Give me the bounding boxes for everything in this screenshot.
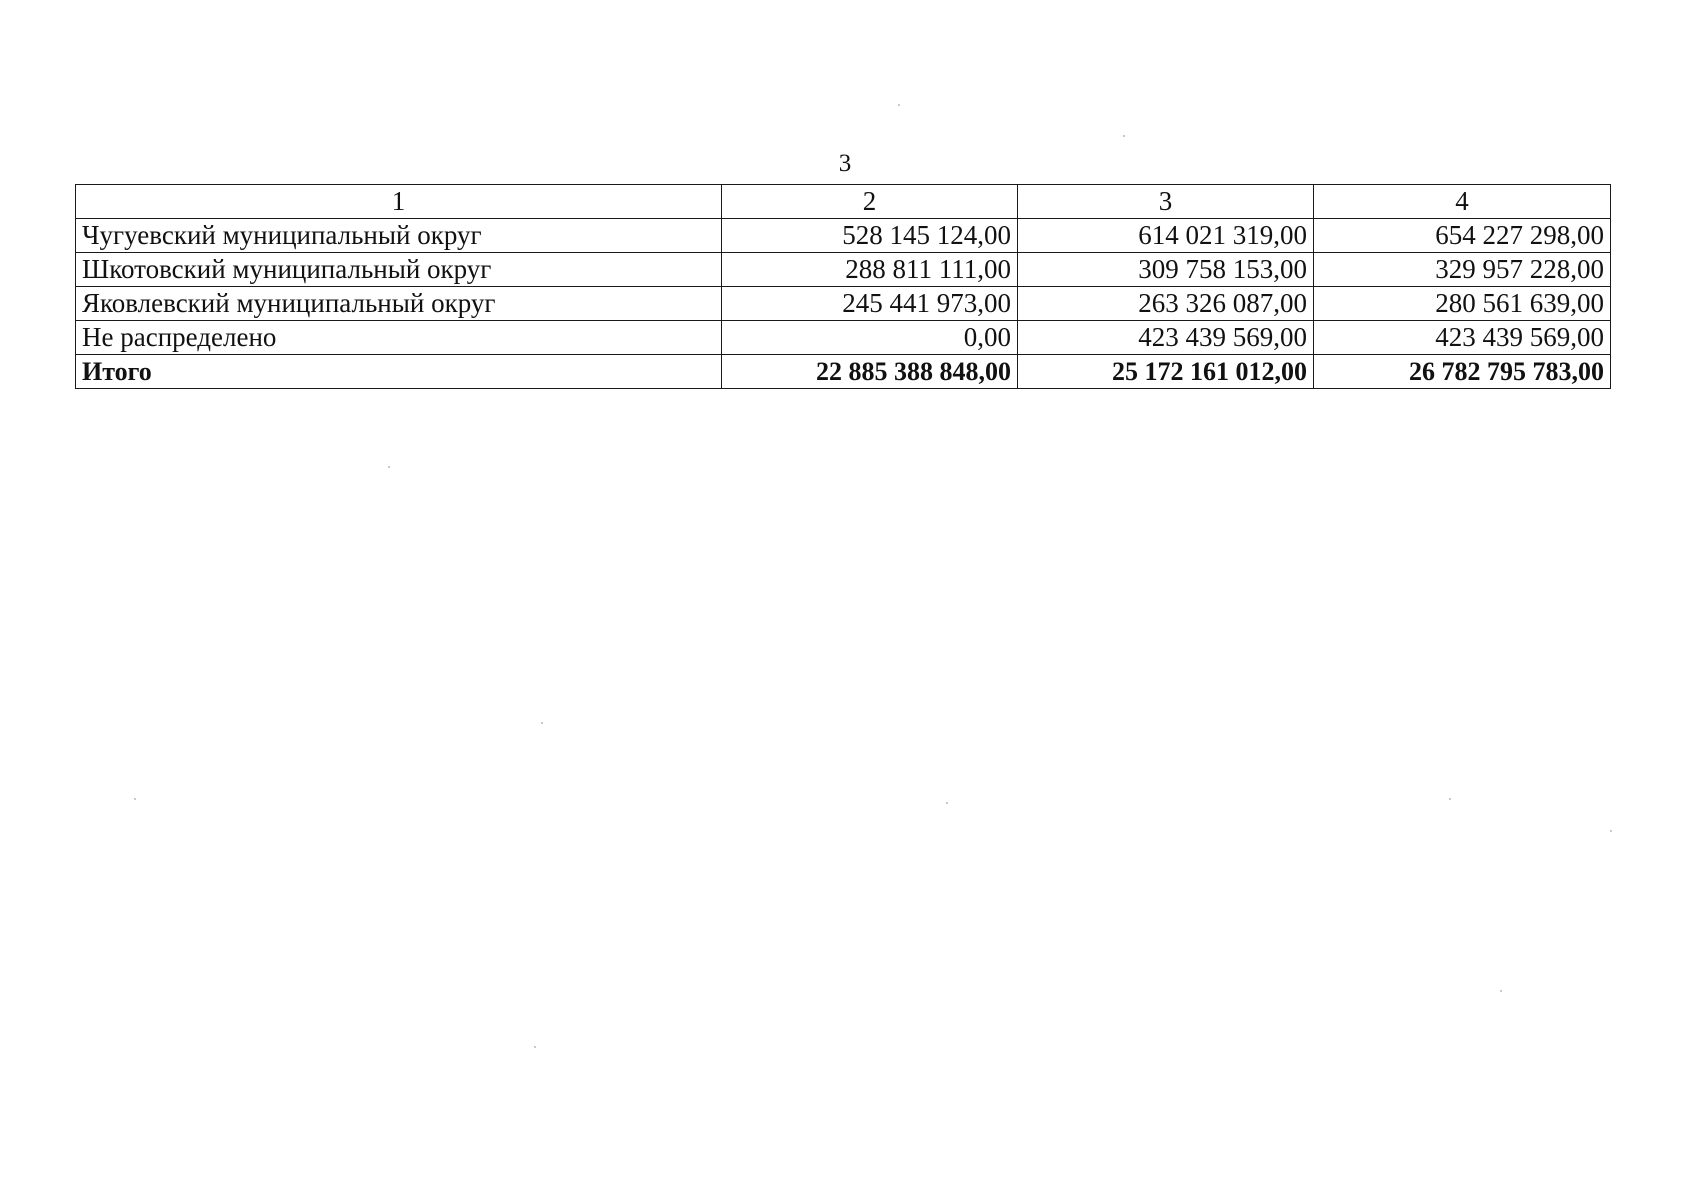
budget-table: [75, 184, 1611, 389]
column-header-4: 4: [1314, 185, 1611, 219]
value-cell-col2: 288 811 111,00: [722, 253, 1018, 287]
total-row: [76, 355, 1611, 389]
row-name-cell: Шкотовский муниципальный округ: [76, 253, 722, 287]
scan-speck: [541, 722, 543, 724]
table-row: [76, 253, 1611, 287]
value-cell-col4: 423 439 569,00: [1314, 321, 1611, 355]
scan-speck: [946, 802, 948, 804]
value-cell-col3: 423 439 569,00: [1018, 321, 1314, 355]
scan-speck: [134, 798, 136, 800]
scan-speck: [1610, 830, 1612, 832]
column-header-2: 2: [722, 185, 1018, 219]
value-cell-col2: 528 145 124,00: [722, 219, 1018, 253]
page-number: 3: [838, 150, 852, 177]
value-cell-col2: 0,00: [722, 321, 1018, 355]
scan-speck: [1123, 135, 1125, 137]
value-cell-col4: 329 957 228,00: [1314, 253, 1611, 287]
column-header-1: 1: [76, 185, 722, 219]
scan-speck: [388, 466, 390, 468]
value-cell-col2: 245 441 973,00: [722, 287, 1018, 321]
total-label-cell: Итого: [76, 355, 722, 389]
value-cell-col3: 309 758 153,00: [1018, 253, 1314, 287]
value-cell-col3: 263 326 087,00: [1018, 287, 1314, 321]
scan-speck: [1500, 990, 1502, 992]
row-name-cell: Не распределено: [76, 321, 722, 355]
table-row: [76, 287, 1611, 321]
total-value-col3: 25 172 161 012,00: [1018, 355, 1314, 389]
row-name-cell: Яковлевский муниципальный округ: [76, 287, 722, 321]
table-row: [76, 321, 1611, 355]
value-cell-col4: 280 561 639,00: [1314, 287, 1611, 321]
scan-speck: [534, 1046, 536, 1048]
value-cell-col4: 654 227 298,00: [1314, 219, 1611, 253]
header-row: [76, 185, 1611, 219]
scan-speck: [1449, 798, 1451, 800]
column-header-3: 3: [1018, 185, 1314, 219]
row-name-cell: Чугуевский муниципальный округ: [76, 219, 722, 253]
table-row: [76, 219, 1611, 253]
total-value-col4: 26 782 795 783,00: [1314, 355, 1611, 389]
total-value-col2: 22 885 388 848,00: [722, 355, 1018, 389]
value-cell-col3: 614 021 319,00: [1018, 219, 1314, 253]
scan-speck: [898, 104, 900, 106]
